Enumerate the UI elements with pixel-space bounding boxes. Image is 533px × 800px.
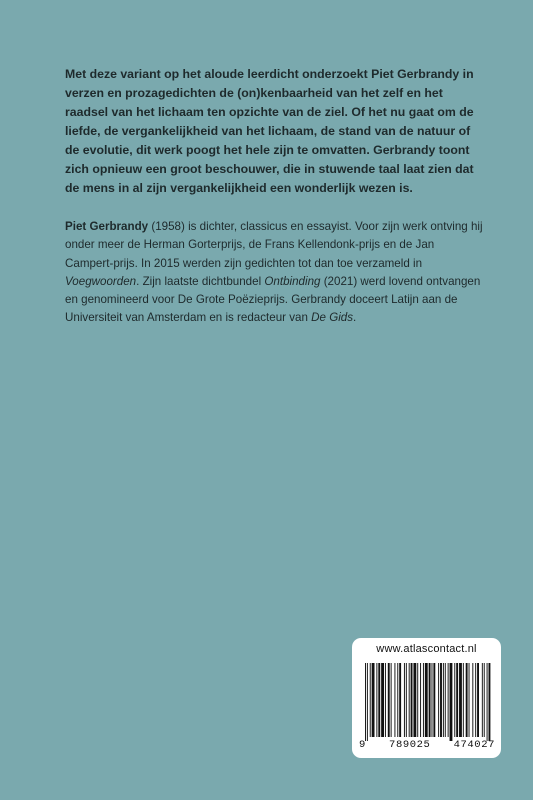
- isbn-group-2: 474027: [453, 739, 495, 751]
- journal-title-de-gids: De Gids: [311, 311, 354, 325]
- isbn-first-digit: 9: [359, 739, 366, 751]
- bio-text-3: (2021) werd lovend ontvangen en genomineerd voor De Grote Poëzieprijs. Gerbrandy doceert Latijn aan de Universiteit van Amsterdam en is redacteur van: [65, 274, 481, 325]
- bio-text-2: . Zijn laatste dichtbundel: [136, 274, 265, 288]
- book-title-ontbinding: Ontbinding: [264, 274, 321, 288]
- author-name: Piet Gerbrandy: [65, 220, 149, 233]
- barcode-icon: [365, 663, 491, 741]
- book-blurb: Met deze variant op het aloude leerdicht onderzoekt Piet Gerbrandy in verzen en prozagedichten de (on)kenbaarheid van het zelf en het raadsel van het lichaam ten opzichte van de ziel. Of het nu gaat om de liefde, de vergankelijkheid van het lichaam, de stand van de natuur of de evolutie, dit werk poogt het hele zijn te omvatten. Gerbrandy toont zich opnieuw een groot beschouwer, die in stuwende taal laat zien dat de mens in al zijn vergankelijkheid een wonderlijk wezen is.: [65, 67, 474, 195]
- bio-text-4: .: [353, 311, 357, 325]
- isbn-number: [359, 739, 495, 751]
- barcode-box: [352, 638, 501, 758]
- publisher-website: www.atlascontact.nl: [376, 643, 477, 655]
- bio-text-1: (1958) is dichter, classicus en essayist. Voor zijn werk ontving hij onder meer de Herman Gorterprijs, de Frans Kellendonk-prijs en de Jan Campert-prijs. In 2015 werden zijn gedichten tot dan toe verzameld in: [65, 220, 483, 270]
- book-title-voegwoorden: Voegwoorden: [65, 274, 137, 288]
- author-bio: [65, 218, 485, 328]
- isbn-group-1: 789025: [389, 739, 431, 751]
